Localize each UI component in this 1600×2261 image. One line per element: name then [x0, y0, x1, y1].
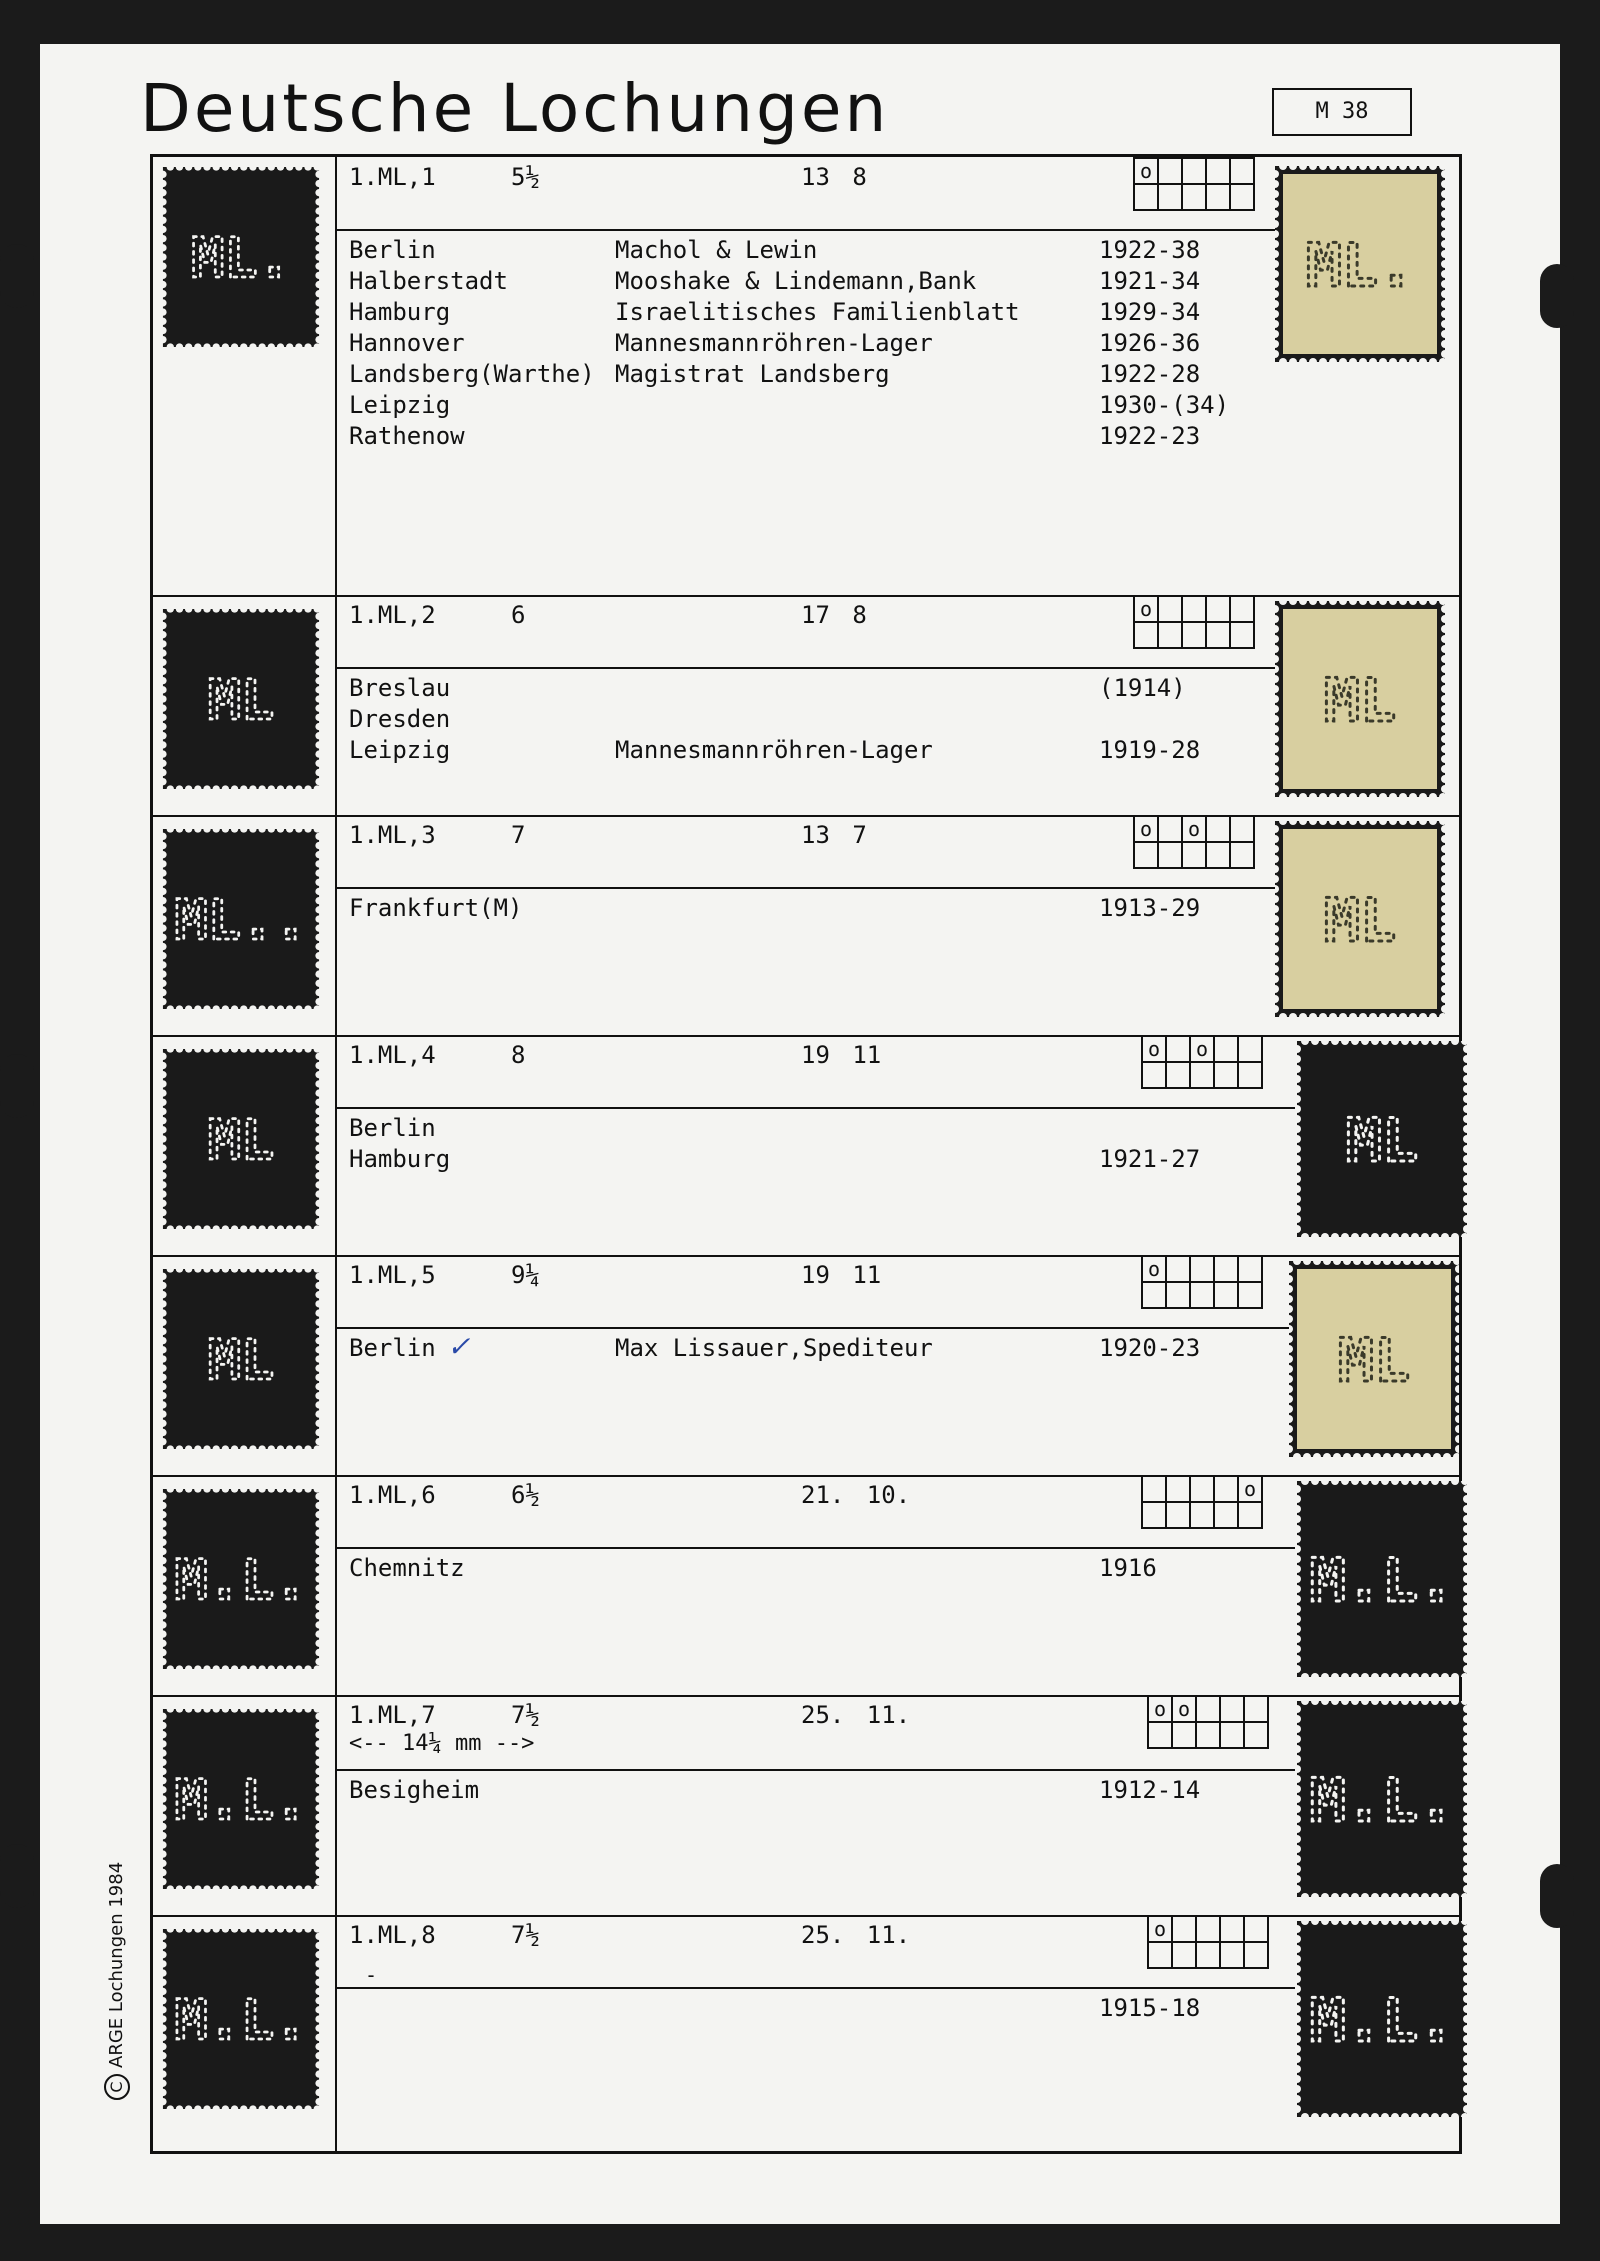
grid-cell: [1196, 1696, 1220, 1722]
user-years: 1926-36: [1099, 329, 1201, 357]
user-years: 1922-28: [1099, 360, 1201, 388]
entry-size: 6: [511, 601, 526, 629]
grid-cell: [1134, 622, 1158, 648]
grid-cell: [1238, 1502, 1262, 1528]
column-divider: [335, 1695, 337, 1915]
perfin-text: ML..: [174, 888, 308, 953]
entry-code: 1.ML,8: [349, 1921, 436, 1949]
user-firm: Mooshake & Lindemann,Bank: [615, 267, 977, 295]
perfin-pattern-image: [161, 829, 321, 1009]
grid-cell: [1244, 1916, 1268, 1942]
grid-cell: [1134, 184, 1158, 210]
header-separator: [335, 1769, 1295, 1771]
grid-cell: [1244, 1942, 1268, 1968]
perfin-text: ML: [207, 668, 275, 733]
grid-cell: [1190, 1256, 1214, 1282]
perfin-text: ML: [1323, 886, 1397, 956]
perfin-pattern-image: [161, 1049, 321, 1229]
column-divider: [335, 1255, 337, 1475]
user-years: 1919-28: [1099, 736, 1201, 764]
check-mark-icon: ✓: [447, 1330, 471, 1363]
user-firm: Mannesmannröhren-Lager: [615, 329, 933, 357]
column-divider: [335, 1915, 337, 2151]
grid-cell: [1142, 1062, 1166, 1088]
user-city: Leipzig: [349, 736, 451, 764]
grid-cell: [1196, 1916, 1220, 1942]
entry-size: 9¼: [511, 1261, 540, 1289]
user-city: Leipzig: [349, 391, 451, 419]
user-city: Chemnitz: [349, 1554, 465, 1582]
entry-dash: -: [365, 1963, 378, 1987]
mounted-stamp-image: [1297, 1041, 1467, 1237]
catalogue-entry: [153, 1475, 1459, 1697]
perfin-text: ML: [1323, 666, 1397, 736]
grid-cell: [1148, 1722, 1172, 1748]
mounted-stamp-image: [1297, 1921, 1467, 2117]
mounted-stamp-image: [1275, 601, 1445, 797]
entry-code: 1.ML,5: [349, 1261, 436, 1289]
grid-cell: [1206, 184, 1230, 210]
header-separator: [335, 887, 1295, 889]
grid-cell: [1158, 622, 1182, 648]
user-city: Hamburg: [349, 298, 451, 326]
grid-cell: [1190, 1476, 1214, 1502]
user-firm: Magistrat Landsberg: [615, 360, 890, 388]
user-city: Dresden: [349, 705, 451, 733]
type-grid: [1141, 1035, 1263, 1089]
entry-size: 6½: [511, 1481, 540, 1509]
grid-cell: [1206, 622, 1230, 648]
grid-cell: [1214, 1256, 1238, 1282]
header-separator: [335, 1987, 1295, 1989]
catalogue-entry: [153, 815, 1459, 1037]
grid-cell: [1172, 1722, 1196, 1748]
grid-cell: o: [1134, 158, 1158, 184]
perfin-text: M.L.: [1309, 1546, 1455, 1616]
grid-cell: o: [1172, 1696, 1196, 1722]
mounted-stamp-image: [1297, 1701, 1467, 1897]
grid-cell: [1166, 1256, 1190, 1282]
entry-dimensions: 19 11: [801, 1041, 882, 1069]
grid-cell: o: [1148, 1696, 1172, 1722]
grid-cell: [1230, 158, 1254, 184]
user-firm: Israelitisches Familienblatt: [615, 298, 1020, 326]
grid-cell: [1172, 1942, 1196, 1968]
mounted-stamp-image: [1289, 1261, 1459, 1457]
grid-cell: [1206, 842, 1230, 868]
perfin-pattern-image: [161, 609, 321, 789]
entry-code: 1.ML,2: [349, 601, 436, 629]
column-divider: [335, 1035, 337, 1255]
grid-cell: [1206, 158, 1230, 184]
user-city: Rathenow: [349, 422, 465, 450]
grid-cell: [1190, 1282, 1214, 1308]
entry-dimensions: 21. 10.: [801, 1481, 911, 1509]
grid-cell: [1182, 158, 1206, 184]
entry-size: 7½: [511, 1921, 540, 1949]
grid-cell: [1238, 1062, 1262, 1088]
grid-cell: [1142, 1476, 1166, 1502]
grid-cell: [1220, 1722, 1244, 1748]
type-grid: [1141, 1255, 1263, 1309]
grid-cell: [1238, 1036, 1262, 1062]
grid-cell: o: [1238, 1476, 1262, 1502]
entry-size: 5½: [511, 163, 540, 191]
perfin-pattern-image: [161, 1489, 321, 1669]
grid-cell: [1230, 622, 1254, 648]
type-grid: [1141, 1475, 1263, 1529]
grid-cell: [1238, 1282, 1262, 1308]
catalogue-entry: [153, 1915, 1459, 2151]
type-grid: [1133, 157, 1255, 211]
user-years: 1929-34: [1099, 298, 1201, 326]
grid-cell: [1190, 1062, 1214, 1088]
grid-cell: [1206, 816, 1230, 842]
perfin-pattern-image: [161, 1929, 321, 2109]
grid-cell: [1172, 1916, 1196, 1942]
binder-hole: [0, 1054, 34, 1118]
entry-code: 1.ML,1: [349, 163, 436, 191]
perfin-pattern-image: [161, 1709, 321, 1889]
catalogue-entry: [153, 1255, 1459, 1477]
grid-cell: [1134, 842, 1158, 868]
entry-dimensions: 19 11: [801, 1261, 882, 1289]
entry-note: <-- 14¼ mm -->: [349, 1731, 535, 1756]
grid-cell: [1142, 1502, 1166, 1528]
grid-cell: o: [1148, 1916, 1172, 1942]
entry-code: 1.ML,6: [349, 1481, 436, 1509]
entry-dimensions: 25. 11.: [801, 1921, 911, 1949]
grid-cell: [1166, 1062, 1190, 1088]
grid-cell: [1166, 1502, 1190, 1528]
grid-cell: [1190, 1502, 1214, 1528]
perfin-text: ML.: [1305, 231, 1415, 301]
grid-cell: [1166, 1476, 1190, 1502]
grid-cell: [1230, 596, 1254, 622]
copyright-text: ARGE Lochungen 1984: [106, 1861, 127, 2068]
user-city: Hamburg: [349, 1145, 451, 1173]
user-city: Berlin: [349, 1114, 436, 1142]
grid-cell: o: [1190, 1036, 1214, 1062]
user-city: Landsberg(Warthe): [349, 360, 595, 388]
grid-cell: [1182, 184, 1206, 210]
perfin-pattern-image: [161, 167, 321, 347]
perfin-text: M.L.: [1309, 1766, 1455, 1836]
user-years: (1914): [1099, 674, 1186, 702]
header-separator: [335, 1547, 1295, 1549]
header-separator: [335, 1107, 1295, 1109]
binder-hole: [0, 1844, 34, 1908]
user-years: 1916: [1099, 1554, 1157, 1582]
grid-cell: [1214, 1036, 1238, 1062]
catalogue-entry: [153, 1035, 1459, 1257]
user-city: Breslau: [349, 674, 451, 702]
grid-cell: [1182, 622, 1206, 648]
binder-hole: [0, 244, 34, 308]
entry-size: 7: [511, 821, 526, 849]
entry-code: 1.ML,4: [349, 1041, 436, 1069]
grid-cell: [1220, 1942, 1244, 1968]
mounted-stamp-image: [1297, 1481, 1467, 1677]
user-city: Berlin: [349, 236, 436, 264]
user-firm: Max Lissauer,Spediteur: [615, 1334, 933, 1362]
perfin-text: M.L.: [1309, 1986, 1455, 2056]
entry-dimensions: 17 8: [801, 601, 867, 629]
grid-cell: o: [1142, 1256, 1166, 1282]
user-years: 1913-29: [1099, 894, 1201, 922]
grid-cell: [1182, 596, 1206, 622]
user-firm: Machol & Lewin: [615, 236, 818, 264]
grid-cell: o: [1134, 816, 1158, 842]
column-divider: [335, 157, 337, 595]
mounted-stamp-image: [1275, 159, 1445, 369]
grid-cell: [1196, 1942, 1220, 1968]
grid-cell: [1158, 184, 1182, 210]
user-years: 1920-23: [1099, 1334, 1201, 1362]
grid-cell: [1214, 1282, 1238, 1308]
perfin-text: M.L.: [174, 1548, 308, 1613]
user-city: Hannover: [349, 329, 465, 357]
grid-cell: [1244, 1722, 1268, 1748]
grid-cell: [1142, 1282, 1166, 1308]
type-grid: [1147, 1695, 1269, 1749]
type-grid: [1147, 1915, 1269, 1969]
perfin-text: ML: [207, 1328, 275, 1393]
grid-cell: [1214, 1502, 1238, 1528]
type-grid: [1133, 815, 1255, 869]
copyright-note: [104, 1862, 130, 2100]
catalogue-entry: [153, 1695, 1459, 1917]
catalogue-entry: [153, 157, 1459, 597]
perfin-text: M.L.: [174, 1988, 308, 2053]
catalogue-entry: [153, 595, 1459, 817]
column-divider: [335, 815, 337, 1035]
header-separator: [335, 1327, 1295, 1329]
mounted-stamp-image: [1275, 821, 1445, 1017]
column-divider: [335, 595, 337, 815]
grid-cell: [1230, 816, 1254, 842]
grid-cell: [1166, 1036, 1190, 1062]
user-years: 1921-27: [1099, 1145, 1201, 1173]
user-city: Halberstadt: [349, 267, 508, 295]
grid-cell: [1158, 842, 1182, 868]
entry-code: 1.ML,7: [349, 1701, 436, 1729]
perfin-text: ML.: [191, 226, 291, 291]
grid-cell: [1244, 1696, 1268, 1722]
user-years: 1922-23: [1099, 422, 1201, 450]
grid-cell: [1238, 1256, 1262, 1282]
user-years: 1912-14: [1099, 1776, 1201, 1804]
entry-size: 8: [511, 1041, 526, 1069]
perfin-pattern-image: [161, 1269, 321, 1449]
entry-dimensions: 25. 11.: [801, 1701, 911, 1729]
copyright-symbol: C: [104, 2074, 130, 2100]
header-separator: [335, 667, 1295, 669]
grid-cell: [1196, 1722, 1220, 1748]
user-city: Besigheim: [349, 1776, 480, 1804]
entry-code: 1.ML,3: [349, 821, 436, 849]
grid-cell: [1206, 596, 1230, 622]
perfin-text: ML: [1337, 1326, 1411, 1396]
user-city: Frankfurt(M): [349, 894, 523, 922]
user-city: Berlin: [349, 1334, 436, 1362]
user-firm: Mannesmannröhren-Lager: [615, 736, 933, 764]
grid-cell: [1230, 184, 1254, 210]
grid-cell: o: [1134, 596, 1158, 622]
binder-hole: [1540, 1864, 1574, 1928]
grid-cell: [1214, 1476, 1238, 1502]
grid-cell: [1148, 1942, 1172, 1968]
perfin-text: ML: [1345, 1106, 1419, 1176]
user-years: 1915-18: [1099, 1994, 1201, 2022]
grid-cell: [1230, 842, 1254, 868]
user-years: 1930-(34): [1099, 391, 1230, 419]
grid-cell: o: [1182, 816, 1206, 842]
entry-size: 7½: [511, 1701, 540, 1729]
page-reference: M 38: [1272, 88, 1412, 136]
entry-dimensions: 13 8: [801, 163, 867, 191]
grid-cell: [1158, 596, 1182, 622]
grid-cell: [1182, 842, 1206, 868]
catalogue-table: [150, 154, 1462, 2154]
grid-cell: o: [1142, 1036, 1166, 1062]
header-separator: [335, 229, 1275, 231]
grid-cell: [1158, 158, 1182, 184]
page-title: Deutsche Lochungen: [140, 70, 890, 147]
user-years: 1921-34: [1099, 267, 1201, 295]
user-years: 1922-38: [1099, 236, 1201, 264]
type-grid: [1133, 595, 1255, 649]
binder-hole: [1540, 264, 1574, 328]
grid-cell: [1220, 1916, 1244, 1942]
grid-cell: [1158, 816, 1182, 842]
entry-dimensions: 13 7: [801, 821, 867, 849]
grid-cell: [1166, 1282, 1190, 1308]
column-divider: [335, 1475, 337, 1695]
perfin-text: M.L.: [174, 1768, 308, 1833]
perfin-text: ML: [207, 1108, 275, 1173]
grid-cell: [1214, 1062, 1238, 1088]
grid-cell: [1220, 1696, 1244, 1722]
